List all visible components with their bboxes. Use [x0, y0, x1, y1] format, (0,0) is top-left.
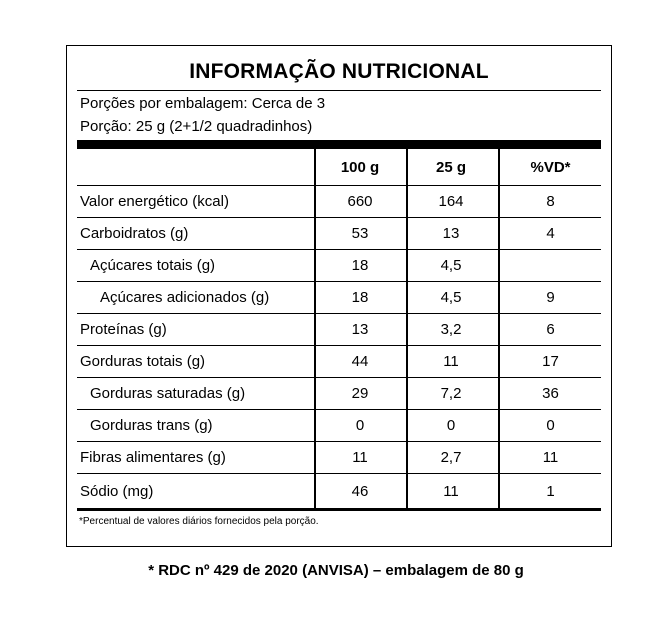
- value-vd: 6: [546, 321, 555, 338]
- table-row: [77, 186, 601, 218]
- value-per-100g: 13: [351, 321, 369, 338]
- value-per-100g: 53: [351, 225, 369, 242]
- value-vd: 8: [546, 193, 555, 210]
- nutrient-name: Açúcares totais (g): [90, 257, 216, 274]
- caption: * RDC nº 429 de 2020 (ANVISA) – embalagem de 80 g: [148, 562, 524, 579]
- value-vd: 1: [546, 482, 555, 500]
- value-per-100g: 660: [347, 193, 373, 210]
- serving-size: Porção: 25 g (2+1/2 quadradinhos): [80, 118, 313, 135]
- column-header-portion: 25 g: [435, 158, 466, 176]
- value-vd: [498, 250, 603, 281]
- table-row: [77, 314, 601, 346]
- column-header-vd: %VD*: [530, 158, 571, 176]
- table-row: [77, 410, 601, 442]
- value-per-100g: 0: [355, 417, 365, 434]
- table-row: [77, 218, 601, 250]
- value-vd: 9: [546, 289, 555, 306]
- table-row: [77, 346, 601, 378]
- value-vd: 36: [542, 385, 559, 402]
- table-row: [77, 282, 601, 314]
- value-per-portion: 3,2: [440, 321, 462, 338]
- value-per-100g: 18: [351, 289, 369, 306]
- value-per-portion: 11: [443, 353, 459, 370]
- value-per-portion: 13: [442, 225, 460, 242]
- nutrient-name: Sódio (mg): [80, 482, 154, 500]
- value-per-100g: 29: [351, 385, 369, 402]
- value-vd: 4: [546, 225, 555, 242]
- footnote: *Percentual de valores diários fornecidos pela porção.: [79, 516, 319, 527]
- value-per-portion: 164: [438, 193, 464, 210]
- value-per-100g: 11: [352, 449, 368, 466]
- value-per-100g: 18: [351, 257, 369, 274]
- value-vd: 11: [542, 449, 559, 466]
- value-per-100g: 44: [351, 353, 369, 370]
- value-per-portion: 4,5: [440, 289, 462, 306]
- table-header-row: [77, 149, 601, 186]
- value-vd: 17: [542, 353, 559, 370]
- column-header-100g: 100 g: [340, 158, 380, 176]
- nutrient-name: Açúcares adicionados (g): [100, 289, 270, 306]
- label-title: INFORMAÇÃO NUTRICIONAL: [189, 60, 489, 83]
- nutrient-name: Fibras alimentares (g): [80, 449, 226, 466]
- value-per-portion: 7,2: [440, 385, 462, 402]
- table-row: [77, 474, 601, 511]
- nutrient-name: Gorduras saturadas (g): [90, 385, 246, 402]
- table-row: [77, 250, 601, 282]
- nutrient-name: Proteínas (g): [80, 321, 167, 338]
- nutrient-name: Valor energético (kcal): [80, 193, 229, 210]
- table-row: [77, 378, 601, 410]
- column-header-nutrient: [80, 149, 310, 185]
- value-per-portion: 2,7: [440, 449, 462, 466]
- servings-per-package: Porções por embalagem: Cerca de 3: [80, 95, 326, 112]
- nutrient-name: Gorduras trans (g): [90, 417, 213, 434]
- nutrient-name: Carboidratos (g): [80, 225, 189, 242]
- table-row: [77, 442, 601, 474]
- nutrition-facts-label: [66, 45, 612, 547]
- thick-divider: [77, 140, 601, 149]
- value-per-portion: 11: [443, 482, 459, 500]
- nutrient-name: Gorduras totais (g): [80, 353, 206, 370]
- value-per-portion: 4,5: [440, 257, 462, 274]
- value-per-100g: 46: [351, 482, 369, 500]
- value-vd: 0: [546, 417, 555, 434]
- value-per-portion: 0: [446, 417, 456, 434]
- title-divider: [77, 90, 601, 91]
